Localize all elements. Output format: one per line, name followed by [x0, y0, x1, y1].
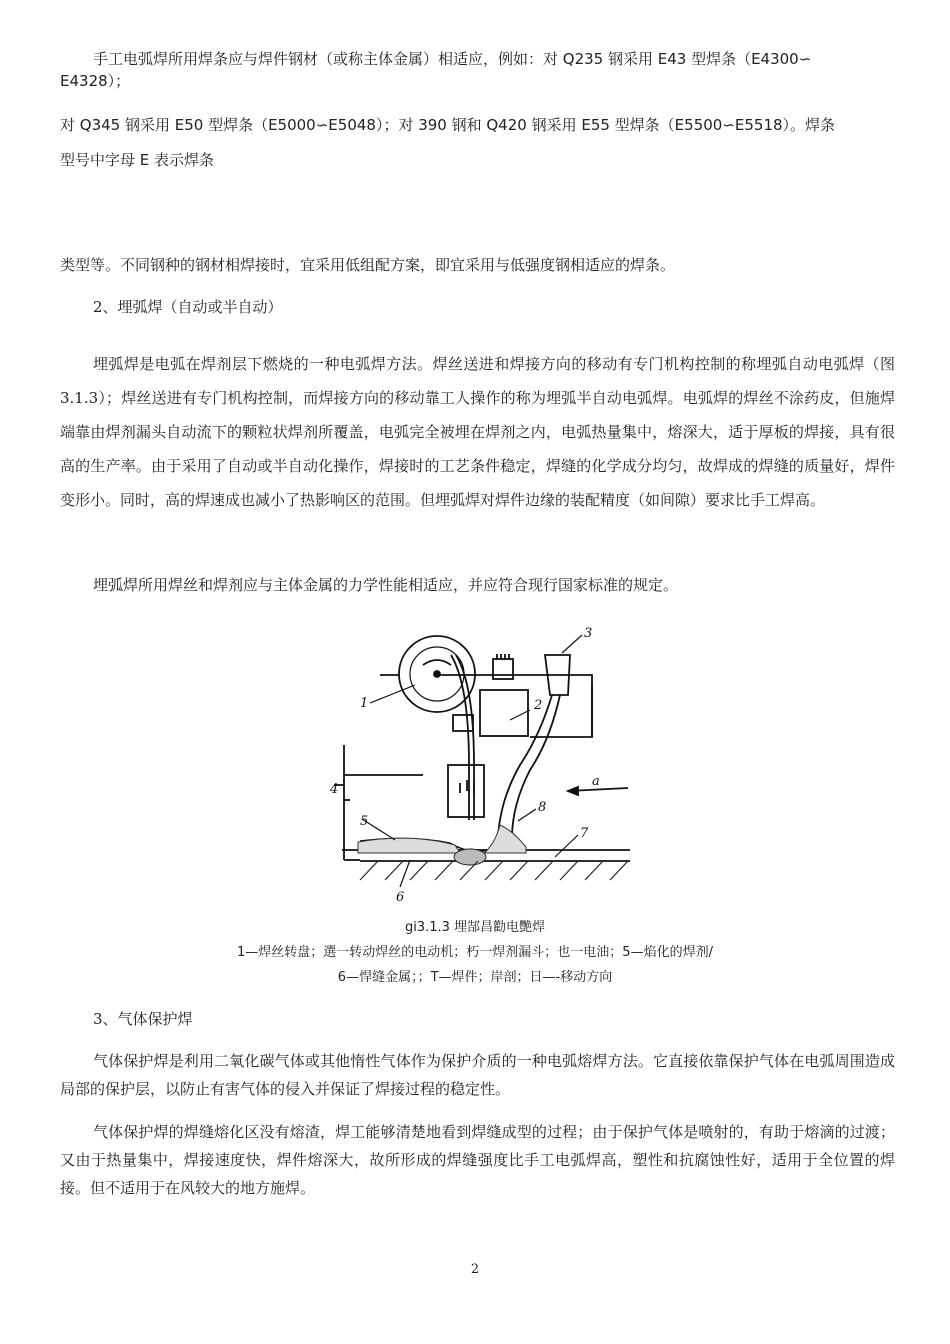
label-a: a — [592, 774, 600, 789]
motor-box — [480, 690, 528, 736]
motor-top — [493, 659, 513, 679]
flux-pile — [358, 825, 526, 865]
label-1: 1 — [360, 696, 369, 711]
section-heading-2: 2、埋弧焊（自动或半自动） — [93, 298, 283, 316]
page-number: 2 — [470, 1262, 480, 1277]
para6: 气体保护焊是利用二氧化碳气体或其他惰性气体作为保护介质的一种电弧熔焊方法。它直接依靠保护气体在电弧周围造成局部的保护层，以防止有害气体的侵入并保证了焊接过程的稳定性。 — [60, 1052, 895, 1098]
para4: 埋弧焊是电弧在焊剂层下燃烧的一种电弧焊方法。焊丝送进和焊接方向的移动有专门机构控制的称埋弧自动电弧焊（图 3.1.3）；焊丝送进有专门机构控制，而焊接方向的移动靠工人操作的称为埋弧半自动电弧焊。电弧焊的焊丝不涂药皮，但施焊端靠由焊剂漏头自动流下的颗粒状焊剂所覆盖，电弧完全被埋在焊剂之内，电弧热量集中，熔深大，适于厚板的焊接，具有很高的生产率。由于采用了自动或半自动化操作，焊接时的工艺条件稳定，焊缝的化学成分均匀，故焊成的焊缝的质量好，焊件变形小。同时，高的焊速成也减小了热影响区的范围。但埋弧焊对焊件边缘的装配精度（如间隙）要求比手工焊高。 — [60, 355, 895, 509]
welding-head — [448, 765, 484, 817]
label-5: 5 — [360, 814, 369, 829]
submerged-arc-welding-figure — [330, 625, 630, 915]
para2 — [60, 108, 895, 178]
para2-line1: 对 Q345 钢采用 E50 型焊条（E5000∽E5048）；对 390 钢和 Q420 钢采用 E55 型焊条（E5500∽E5518）。焊条 — [60, 116, 836, 134]
label-8: 8 — [538, 800, 547, 815]
section-heading-3: 3、气体保护焊 — [93, 1010, 193, 1028]
figure-caption-line1: 1—焊丝转盘；選一转动焊丝的电动机；朽一焊剂漏斗；也一电油；5—焰化的焊剂/ — [237, 945, 713, 960]
para5: 埋弧焊所用焊丝和焊剂应与主体金属的力学性能相适应，并应符合现行国家标准的规定。 — [93, 576, 679, 594]
para7: 气体保护焊的焊缝熔化区没有熔渣，焊工能够清楚地看到焊缝成型的过程；由于保护气体是喷射的，有助于熔滴的过渡；又由于热量集中，焊接速度快，焊件熔深大，故所形成的焊缝强度比手工电弧焊高，塑性和抗腐蚀性好，适用于全位置的焊接。但不适用于在风较大的地方施焊。 — [60, 1123, 895, 1197]
label-4: 4 — [330, 782, 339, 797]
label-6: 6 — [396, 890, 405, 905]
label-2: 2 — [534, 698, 543, 713]
para2-line2: 型号中字母 E 表示焊条 — [60, 151, 215, 169]
label-7: 7 — [580, 826, 589, 841]
label-3: 3 — [584, 626, 593, 641]
para1-line1: 手工电弧焊所用焊条应与焊件钢材（或称主体金属）相适应，例如：对 Q235 钢采用 E43 型焊条（E4300∽ — [93, 50, 812, 68]
figure-caption-line2: 6—悍缝金属；；T—焊件；岸剖；日—-移动方向 — [337, 970, 613, 985]
para3: 类型等。不同钢种的钢材相焊接时，宜采用低组配方案，即宜采用与低强度钢相适应的焊条。 — [60, 256, 676, 274]
workpiece-hatching — [360, 861, 628, 880]
figure-caption-title: gi3.1.3 埋郜昌勸电艷焊 — [404, 920, 546, 935]
para1-line2: E4328）； — [60, 72, 131, 90]
